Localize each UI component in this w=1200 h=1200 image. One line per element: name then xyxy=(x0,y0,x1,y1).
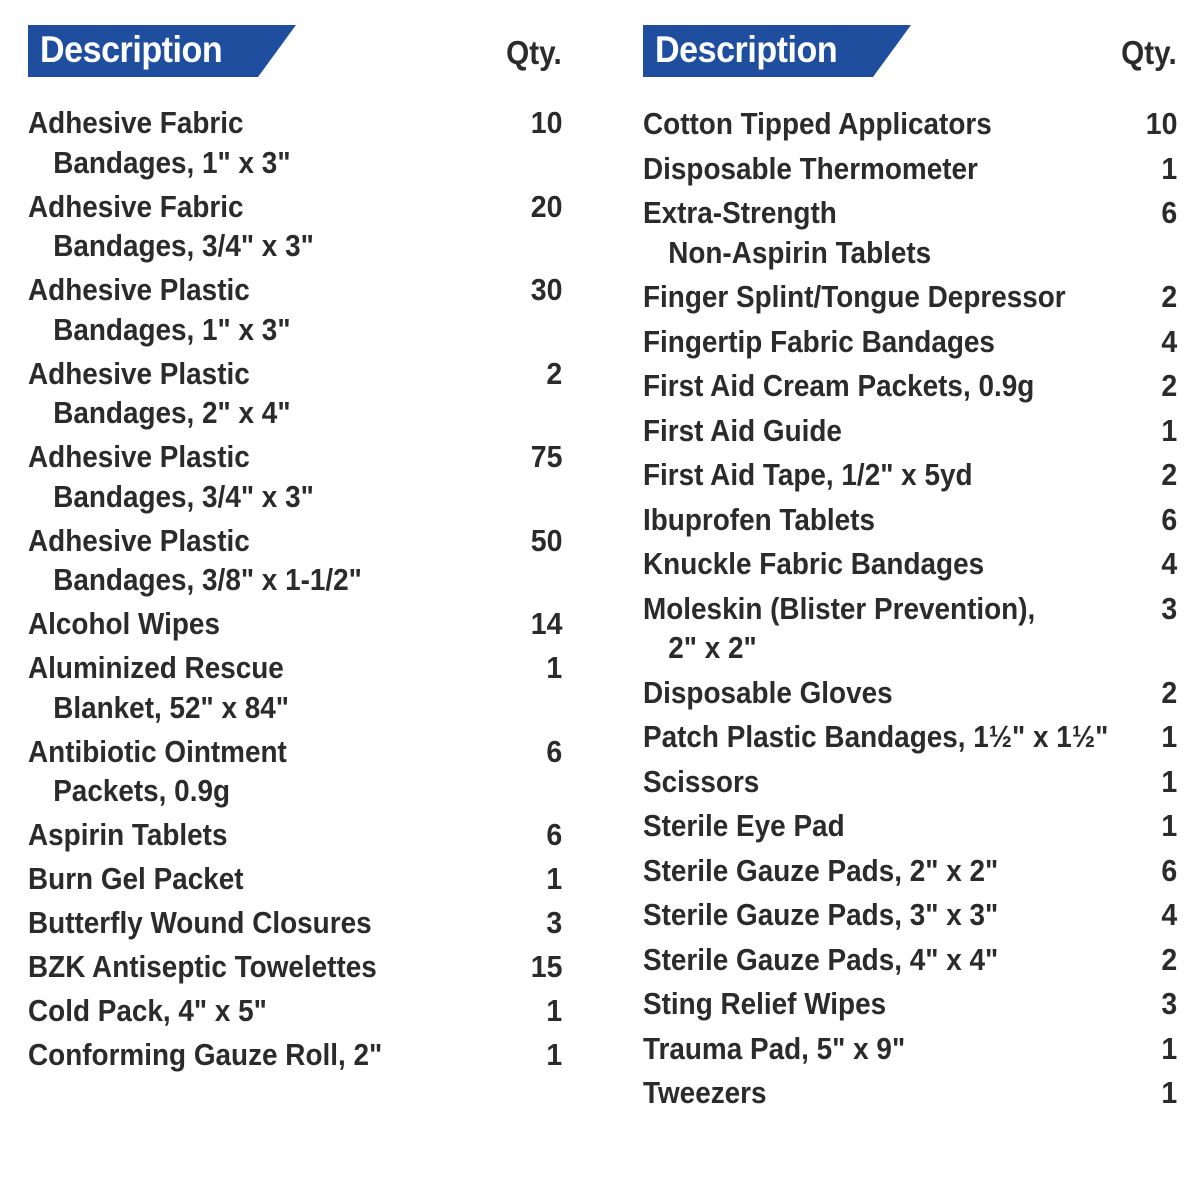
item-qty: 4 xyxy=(1161,897,1177,932)
list-item xyxy=(643,455,1183,495)
item-description: Cotton Tipped Applicators xyxy=(643,106,992,141)
item-qty: 2 xyxy=(546,355,562,391)
list-item xyxy=(28,815,568,855)
list-item xyxy=(28,103,568,182)
list-item xyxy=(28,604,568,644)
item-qty: 15 xyxy=(530,949,562,984)
list-item xyxy=(643,322,1183,362)
item-description: Patch Plastic Bandages, 1½" x 1½" xyxy=(643,719,1109,754)
item-description: First Aid Tape, 1/2" x 5yd xyxy=(643,457,973,492)
item-description: Trauma Pad, 5" x 9" xyxy=(643,1030,906,1066)
item-description: Adhesive Plastic xyxy=(28,522,250,558)
item-description-continued: Bandages, 3/4" x 3" xyxy=(53,478,314,514)
item-qty: 1 xyxy=(546,1037,562,1072)
qty-header: Qty. xyxy=(506,34,562,71)
list-item xyxy=(643,984,1183,1024)
list-item xyxy=(643,277,1183,317)
list-item xyxy=(28,947,568,987)
item-qty: 14 xyxy=(530,606,562,641)
item-qty: 10 xyxy=(1145,106,1177,141)
description-banner xyxy=(643,25,911,77)
item-qty: 2 xyxy=(1161,457,1177,492)
item-description: Antibiotic Ointment xyxy=(28,733,287,769)
item-description: Sterile Gauze Pads, 2" x 2" xyxy=(643,852,999,888)
item-qty: 2 xyxy=(1161,941,1177,977)
item-description: Moleskin (Blister Prevention), xyxy=(643,590,1036,626)
item-description-continued: Bandages, 1" x 3" xyxy=(53,311,291,347)
item-description: Finger Splint/Tongue Depressor xyxy=(643,279,1066,314)
item-qty: 1 xyxy=(1161,412,1177,448)
list-item xyxy=(643,411,1183,451)
item-qty: 2 xyxy=(1161,368,1177,403)
list-item xyxy=(643,193,1183,272)
left-header-row xyxy=(28,25,568,77)
item-description: Sterile Gauze Pads, 3" x 3" xyxy=(643,897,999,932)
item-description: Sterile Eye Pad xyxy=(643,808,845,843)
item-qty: 30 xyxy=(530,272,562,307)
item-qty: 1 xyxy=(1161,1075,1177,1110)
item-description-continued: Bandages, 3/8" x 1-1/2" xyxy=(53,562,362,597)
item-description: BZK Antiseptic Towelettes xyxy=(28,949,377,984)
list-item xyxy=(28,991,568,1031)
item-description: Sting Relief Wipes xyxy=(643,986,887,1021)
item-description: Alcohol Wipes xyxy=(28,606,220,641)
item-description: Butterfly Wound Closures xyxy=(28,905,372,940)
list-item xyxy=(28,732,568,811)
item-description: Adhesive Plastic xyxy=(28,272,250,307)
item-description: Knuckle Fabric Bandages xyxy=(643,546,985,581)
item-qty: 3 xyxy=(1161,986,1177,1021)
description-header: Description xyxy=(655,29,838,70)
item-qty: 6 xyxy=(546,817,562,852)
item-description: Disposable Thermometer xyxy=(643,150,978,186)
item-qty: 6 xyxy=(546,733,562,769)
list-item xyxy=(643,589,1183,668)
list-item xyxy=(28,187,568,266)
item-qty: 75 xyxy=(530,439,562,474)
list-item xyxy=(643,762,1183,802)
qty-header: Qty. xyxy=(1121,34,1177,71)
item-qty: 1 xyxy=(1161,763,1177,799)
list-item xyxy=(643,1073,1183,1113)
list-item xyxy=(643,673,1183,713)
item-qty: 1 xyxy=(1161,1030,1177,1066)
item-description: First Aid Guide xyxy=(643,412,842,448)
right-header-row xyxy=(643,25,1183,77)
list-item xyxy=(28,648,568,727)
list-item xyxy=(643,717,1183,757)
list-item xyxy=(643,149,1183,189)
item-qty: 50 xyxy=(530,522,562,558)
item-qty: 1 xyxy=(546,993,562,1028)
item-description: Adhesive Plastic xyxy=(28,439,250,474)
left-item-list xyxy=(28,103,568,1079)
item-description-continued: Bandages, 1" x 3" xyxy=(53,144,291,180)
list-item xyxy=(28,859,568,899)
item-qty: 1 xyxy=(1161,719,1177,754)
item-description: Extra-Strength xyxy=(643,195,837,230)
item-description: Aluminized Rescue xyxy=(28,650,284,685)
item-description-continued: Bandages, 3/4" x 3" xyxy=(53,228,314,263)
item-description: Tweezers xyxy=(643,1075,767,1110)
item-description: Ibuprofen Tablets xyxy=(643,501,875,537)
list-item xyxy=(643,895,1183,935)
item-description: Scissors xyxy=(643,763,760,799)
item-description-continued: Packets, 0.9g xyxy=(53,773,231,808)
right-item-list xyxy=(643,104,1183,1118)
item-qty: 2 xyxy=(1161,674,1177,710)
list-item xyxy=(643,544,1183,584)
list-item xyxy=(643,104,1183,144)
item-qty: 1 xyxy=(1161,150,1177,186)
item-qty: 10 xyxy=(530,105,562,140)
item-qty: 6 xyxy=(1161,852,1177,888)
item-description: First Aid Cream Packets, 0.9g xyxy=(643,368,1035,403)
item-qty: 1 xyxy=(546,650,562,685)
item-description: Conforming Gauze Roll, 2" xyxy=(28,1037,383,1072)
item-qty: 3 xyxy=(1161,590,1177,626)
item-description: Sterile Gauze Pads, 4" x 4" xyxy=(643,941,999,977)
item-qty: 6 xyxy=(1161,501,1177,537)
list-item xyxy=(643,851,1183,891)
description-banner xyxy=(28,25,296,77)
list-item xyxy=(28,437,568,516)
item-description: Adhesive Fabric xyxy=(28,188,244,224)
item-qty: 2 xyxy=(1161,279,1177,314)
right-column xyxy=(643,0,1183,1200)
item-qty: 1 xyxy=(1161,808,1177,843)
item-description-continued: Non-Aspirin Tablets xyxy=(668,234,932,270)
list-item xyxy=(28,270,568,349)
description-header: Description xyxy=(40,29,223,70)
item-description: Fingertip Fabric Bandages xyxy=(643,323,995,359)
item-description: Aspirin Tablets xyxy=(28,817,228,852)
item-qty: 3 xyxy=(546,905,562,940)
item-description-continued: 2" x 2" xyxy=(668,630,757,665)
list-item xyxy=(28,903,568,943)
list-item xyxy=(28,521,568,600)
list-item xyxy=(28,1035,568,1075)
item-qty: 4 xyxy=(1161,546,1177,581)
item-qty: 20 xyxy=(530,188,562,224)
list-item xyxy=(643,500,1183,540)
left-column xyxy=(28,0,568,1200)
list-item xyxy=(643,940,1183,980)
item-description: Burn Gel Packet xyxy=(28,861,244,896)
list-item xyxy=(28,354,568,433)
item-qty: 6 xyxy=(1161,195,1177,230)
item-qty: 1 xyxy=(546,861,562,896)
item-description: Cold Pack, 4" x 5" xyxy=(28,993,267,1028)
list-item xyxy=(643,806,1183,846)
item-description: Adhesive Fabric xyxy=(28,105,244,140)
item-description: Disposable Gloves xyxy=(643,674,893,710)
list-item xyxy=(643,1029,1183,1069)
list-item xyxy=(643,366,1183,406)
item-description-continued: Bandages, 2" x 4" xyxy=(53,395,291,430)
item-qty: 4 xyxy=(1161,323,1177,359)
item-description-continued: Blanket, 52" x 84" xyxy=(53,689,290,725)
item-description: Adhesive Plastic xyxy=(28,355,250,391)
